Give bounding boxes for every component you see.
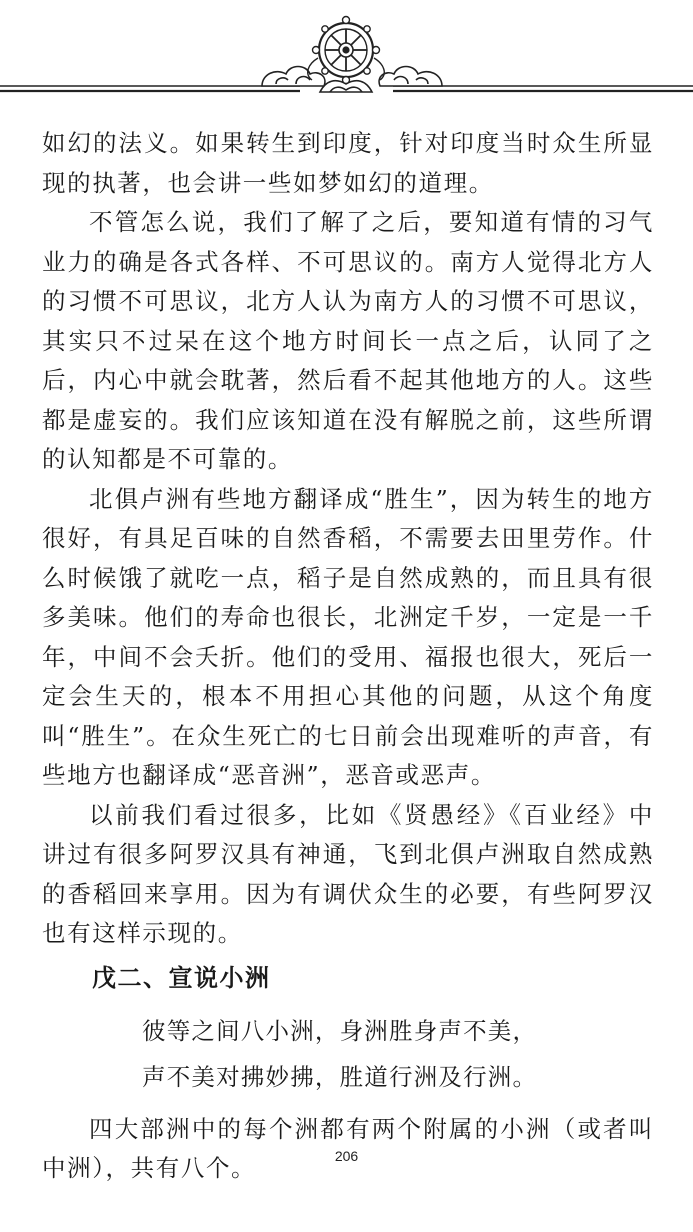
- section-heading: 戊二、宣说小洲: [92, 963, 271, 992]
- closing-paragraph: 四大部洲中的每个洲都有两个附属的小洲（或者叫中洲），共有八个。: [42, 1114, 654, 1182]
- verse-line-1: 彼等之间八小洲，身洲胜身声不美，: [142, 1016, 538, 1045]
- paragraph-4: 以前我们看过很多，比如《贤愚经》《百业经》中讲过有很多阿罗汉具有神通，飞到北俱卢洲取自然成熟的香稻回来享用。因为有调伏众生的必要，有些阿罗汉也有这样示现的。: [42, 800, 654, 947]
- paragraph-1: 如幻的法义。如果转生到印度，针对印度当时众生所显现的执著，也会讲一些如梦如幻的道理。: [42, 129, 654, 197]
- verse-line-2: 声不美对拂妙拂，胜道行洲及行洲。: [142, 1062, 538, 1091]
- paragraph-2: 不管怎么说，我们了解了之后，要知道有情的习气业力的确是各式各样、不可思议的。南方人觉得北方人的习惯不可思议，北方人认为南方人的习惯不可思议，其实只不过呆在这个地方时间长一点之后，认同了之后，内心中就会耽著，然后看不起其他地方的人。这些都是虚妄的。我们应该知道在没有解脱之前，这些所谓的认知都是不可靠的。: [42, 208, 654, 473]
- page-body: [42, 124, 654, 1189]
- paragraph-3: 北俱卢洲有些地方翻译成“胜生”，因为转生的地方很好，有具足百味的自然香稻，不需要去田里劳作。什么时候饿了就吃一点，稻子是自然成熟的，而且具有很多美味。他们的寿命也很长，北洲定千岁，一定是一千年，中间不会夭折。他们的受用、福报也很大，死后一定会生天的，根本不用担心其他的问题，从这个角度叫“胜生”。在众生死亡的七日前会出现难听的声音，有些地方也翻译成“恶音洲”，恶音或恶声。: [42, 484, 654, 789]
- dharma-wheel-icon: [0, 0, 693, 110]
- page-number: 206: [334, 1148, 359, 1164]
- page-header: [0, 0, 693, 110]
